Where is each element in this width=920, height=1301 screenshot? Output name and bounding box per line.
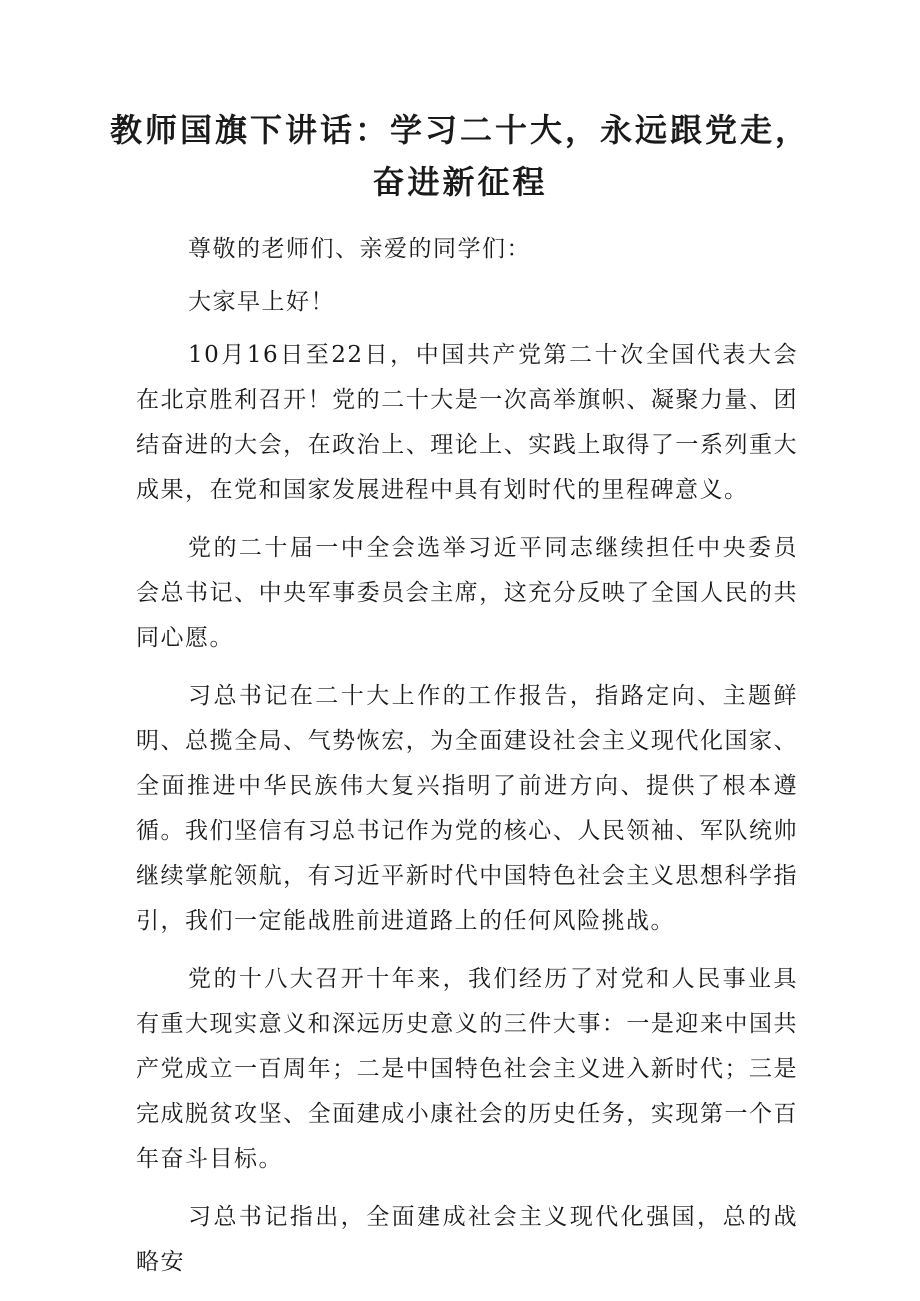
body-paragraph-strategy: 习总书记指出，全面建成社会主义现代化强国，总的战略安 [136,1204,798,1275]
body-paragraph-report: 习总书记在二十大上作的工作报告，指路定向、主题鲜明、总揽全局、气势恢宏，为全面建设社会主义现代化国家、全面推进中华民族伟大复兴指明了前进方向、提供了根本遵循。我们坚信有习总书记作为党的核心、人民领袖、军队统帅继续掌舵领航，有习近平新时代中国特色社会主义思想科学指引，我们一定能战胜前进道路上的任何风险挑战。 [136,683,798,934]
document-title-line-2: 奋进新征程 [372,163,548,201]
salutation-paragraph: 尊敬的老师们、亲爱的同学们： [188,236,531,262]
body-paragraph-election: 党的二十届一中全会选举习近平同志继续担任中央委员会总书记、中央军事委员会主席，这充分反映了全国人民的共同心愿。 [136,535,798,651]
greeting-paragraph: 大家早上好！ [188,289,335,315]
body-paragraph-congress: 10月16日至22日，中国共产党第二十次全国代表大会在北京胜利召开！党的二十大是一次高举旗帜、凝聚力量、团结奋进的大会，在政治上、理论上、实践上取得了一系列重大成果，在党和国家发展进程中具有划时代的里程碑意义。 [136,342,798,503]
document-body [136,227,798,1298]
document-title-line-1: 教师国旗下讲话：学习二十大，永远跟党走， [109,111,810,149]
body-paragraph-three-events: 党的十八大召开十年来，我们经历了对党和人民事业具有重大现实意义和深远历史意义的三件大事：一是迎来中国共产党成立一百周年；二是中国特色社会主义进入新时代；三是完成脱贫攻坚、全面建成小康社会的历史任务，实现第一个百年奋斗目标。 [136,966,798,1172]
